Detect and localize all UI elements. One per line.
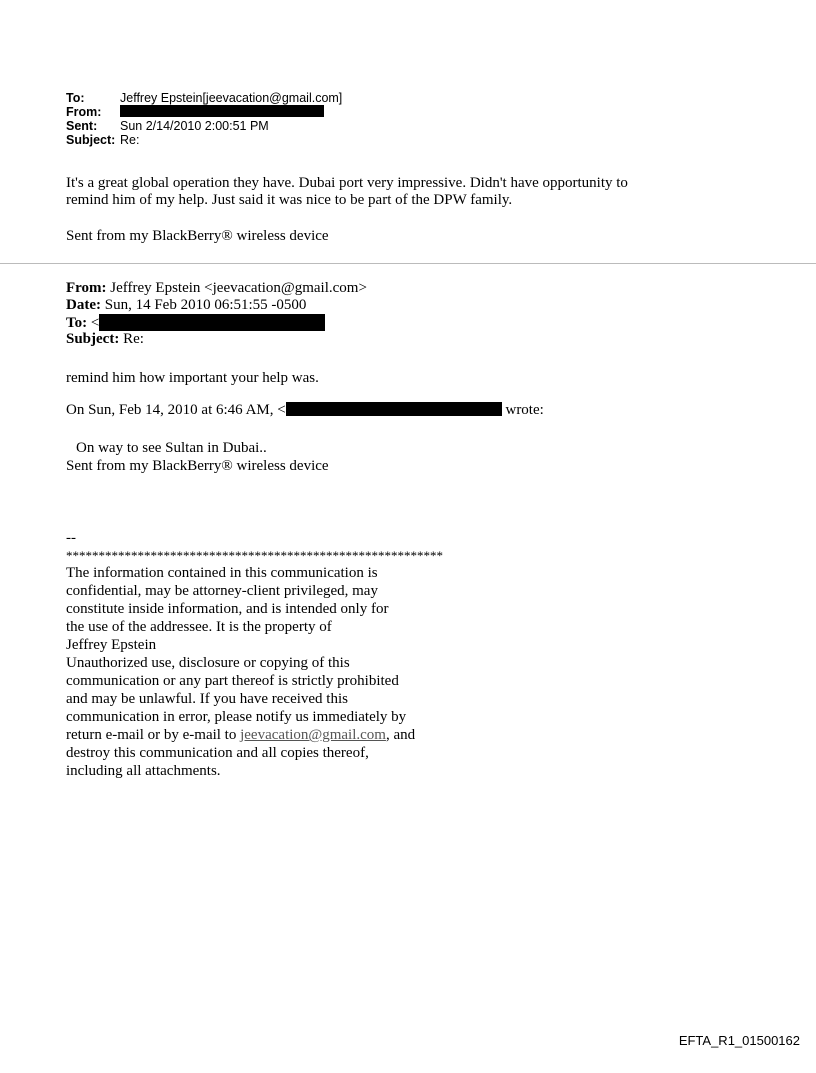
line-suffix: , and — [385, 727, 416, 743]
disclaimer-line: The information contained in this communication is — [66, 565, 378, 581]
attribution-prefix: On Sun, Feb 14, 2010 at 6:46 AM, < — [66, 402, 286, 418]
disclaimer-line — [66, 727, 415, 744]
quoted-to-row — [66, 314, 325, 332]
inner-body: On way to see Sultan in Dubai.. — [76, 440, 267, 456]
inner-signature: Sent from my BlackBerry® wireless device — [66, 458, 329, 474]
disclaimer-line: constitute inside information, and is intended only for — [66, 601, 389, 617]
attribution-suffix: wrote: — [505, 402, 544, 418]
disclaimer-line: the use of the addressee. It is the property of — [66, 619, 332, 635]
stars: ********************************************************** — [66, 548, 443, 563]
body-line: It's a great global operation they have. Dubai port very impressive. Didn't have opportunity to — [66, 175, 628, 191]
disclaimer-line: and may be unlawful. If you have received this — [66, 691, 348, 707]
quoted-body: remind him how important your help was. — [66, 370, 319, 386]
date-label: Date: — [66, 297, 101, 313]
quoted-from-row — [66, 280, 367, 297]
redaction — [286, 402, 502, 416]
to-row — [66, 91, 342, 105]
sent-value: Sun 2/14/2010 2:00:51 PM — [120, 119, 269, 133]
date-value: Sun, 14 Feb 2010 06:51:55 -0500 — [104, 297, 307, 313]
subject-label: Subject: — [66, 133, 116, 147]
document-id: EFTA_R1_01500162 — [678, 1033, 800, 1048]
email-link[interactable]: jeevacation@gmail.com — [240, 727, 386, 743]
attribution — [66, 402, 544, 419]
dashes: -- — [66, 530, 76, 546]
redaction — [120, 105, 324, 117]
subject-value: Re: — [120, 133, 140, 147]
sent-label: Sent: — [66, 119, 98, 133]
to-value: Jeffrey Epstein[jeevacation@gmail.com] — [120, 91, 343, 105]
to-value: < — [90, 315, 100, 331]
quoted-subject-row — [66, 331, 144, 348]
disclaimer-line: communication in error, please notify us immediately by — [66, 709, 407, 725]
disclaimer-line: including all attachments. — [66, 763, 221, 779]
to-label: To: — [66, 315, 88, 331]
disclaimer-line: Unauthorized use, disclosure or copying of this — [66, 655, 350, 671]
from-row — [66, 105, 324, 119]
from-label: From: — [66, 280, 107, 296]
body-line: remind him of my help. Just said it was nice to be part of the DPW family. — [66, 192, 513, 208]
subject-label: Subject: — [66, 331, 120, 347]
divider — [0, 263, 816, 264]
disclaimer-line: confidential, may be attorney-client privileged, may — [66, 583, 378, 599]
signature: Sent from my BlackBerry® wireless device — [66, 228, 329, 244]
subject-row — [66, 133, 139, 147]
to-label: To: — [66, 91, 85, 105]
subject-value: Re: — [123, 331, 144, 347]
from-value: Jeffrey Epstein <jeevacation@gmail.com> — [110, 280, 367, 296]
disclaimer-line: Jeffrey Epstein — [66, 637, 157, 653]
from-label: From: — [66, 105, 102, 119]
quoted-date-row — [66, 297, 306, 314]
sent-row — [66, 119, 269, 133]
disclaimer-line: destroy this communication and all copies thereof, — [66, 745, 369, 761]
line-prefix: return e-mail or by e-mail to — [66, 727, 241, 743]
redaction — [99, 314, 325, 331]
disclaimer-line: communication or any part thereof is strictly prohibited — [66, 673, 399, 689]
